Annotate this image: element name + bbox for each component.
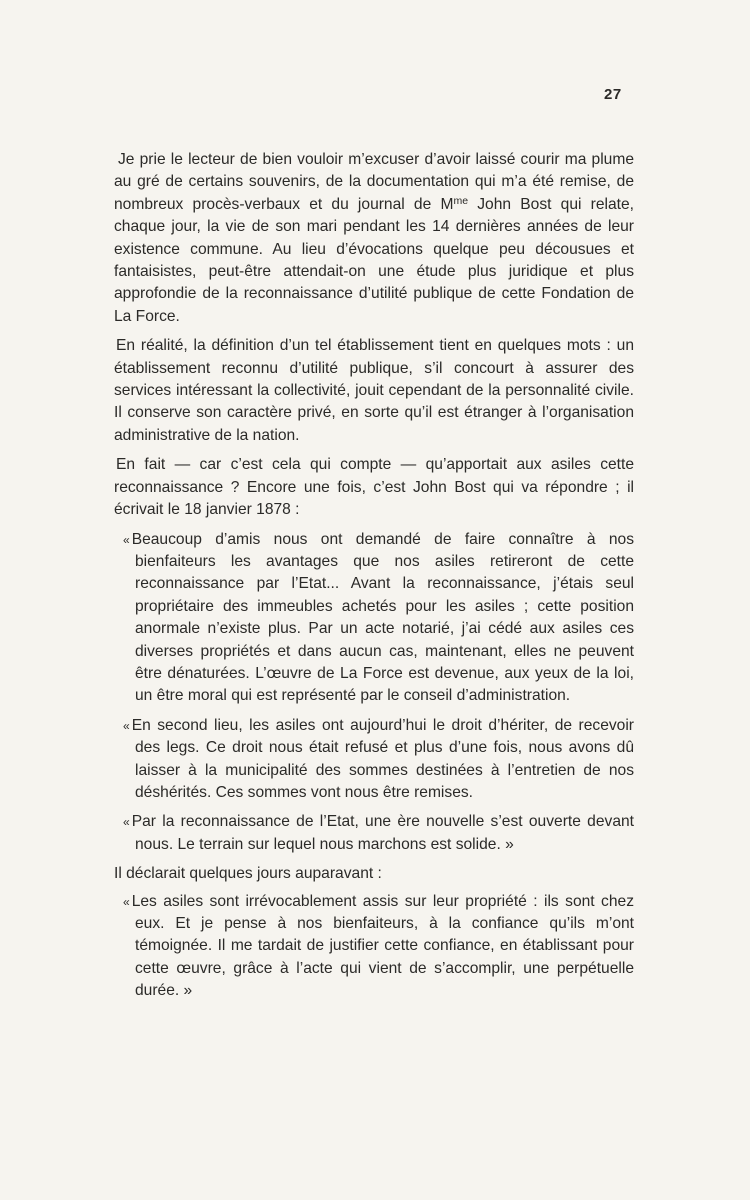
paragraph-1 (114, 149, 634, 328)
paragraph-1-text-b: John Bost qui relate, chaque jour, la vie de son mari pendant les 14 dernières années de leur existence commune. Au lieu d’évocations quelque peu décousues et fantaisistes, peut-être attendait-on une étude plus juridique et plus approfondie de la reconnaissance d’utilité publique de cette Fondation de La Force. (114, 195, 634, 325)
paragraph-1-text-a: Je prie le lecteur de bien vouloir m’excuser d’avoir laissé courir ma plume au gré de certains souvenirs, de la documentation qui m’a été remise, de nombreux procès-verbaux et du journal de M (114, 151, 634, 213)
quote-1-text: Beaucoup d’amis nous ont demandé de faire connaître à nos bienfaiteurs les avantages que nos asiles retireront de cette reconnaissance par l’Etat... Avant la reconnaissance, j’étais seul propriétaire des immeubles achetés pour les asiles ; cette position anormale n’existe plus. Par un acte notarié, j’ai cédé aux asiles ces diverses propriétés et dans aucun cas, maintenant, elles ne peuvent être dénaturées. L’œuvre de La Force est devenue, aux yeux de la loi, un être moral qui est représenté par le conseil d’administration. (131, 530, 634, 705)
quote-3 (114, 811, 634, 856)
paragraph-2: En réalité, la définition d’un tel établissement tient en quelques mots : un établissement reconnu d’utilité publique, s’il concourt à assurer des services intéressant la collectivité, jouit cependant de la personnalité civile. Il conserve son caractère privé, en sorte qu’il est étranger à l’organisation administrative de la nation. (114, 337, 634, 444)
quote-1 (114, 529, 634, 708)
page-body (114, 149, 634, 1010)
quote-2-text: En second lieu, les asiles ont aujourd’hui le droit d’hériter, de recevoir des legs. Ce droit nous était refusé et plus d’une fois, nous avons dû laisser à la municipalité des sommes destinées à l’entretien de nos déshérités. Ces sommes vont nous être remises. (131, 716, 634, 801)
superscript-me: me (453, 194, 469, 207)
quote-3-text: Par la reconnaissance de l’Etat, une ère nouvelle s’est ouverte devant nous. Le terrain sur lequel nous marchons est solide. » (131, 813, 634, 853)
paragraph-3: En fait — car c’est cela qui compte — qu’apportait aux asiles cette reconnaissance ? Encore une fois, c’est John Bost qui va répondre ; il écrivait le 18 janvier 1878 : (114, 456, 634, 519)
quote-open-mark: « (123, 894, 130, 909)
paragraph-4: Il déclarait quelques jours auparavant : (114, 865, 382, 883)
quote-4-text: Les asiles sont irrévocablement assis sur leur propriété : ils sont chez eux. Et je pense à nos bienfaiteurs, à la confiance qu’ils m’ont témoignée. Il me tardait de justifier cette confiance, en établissant pour cette œuvre, grâce à l’acte qui vient de s’accomplir, une perpétuelle durée. » (131, 892, 634, 1000)
quote-4 (114, 891, 634, 1003)
quote-open-mark: « (123, 815, 130, 830)
quote-open-mark: « (123, 718, 130, 733)
quote-open-mark: « (123, 532, 130, 547)
quote-2 (114, 715, 634, 805)
page-number: 27 (604, 86, 622, 103)
